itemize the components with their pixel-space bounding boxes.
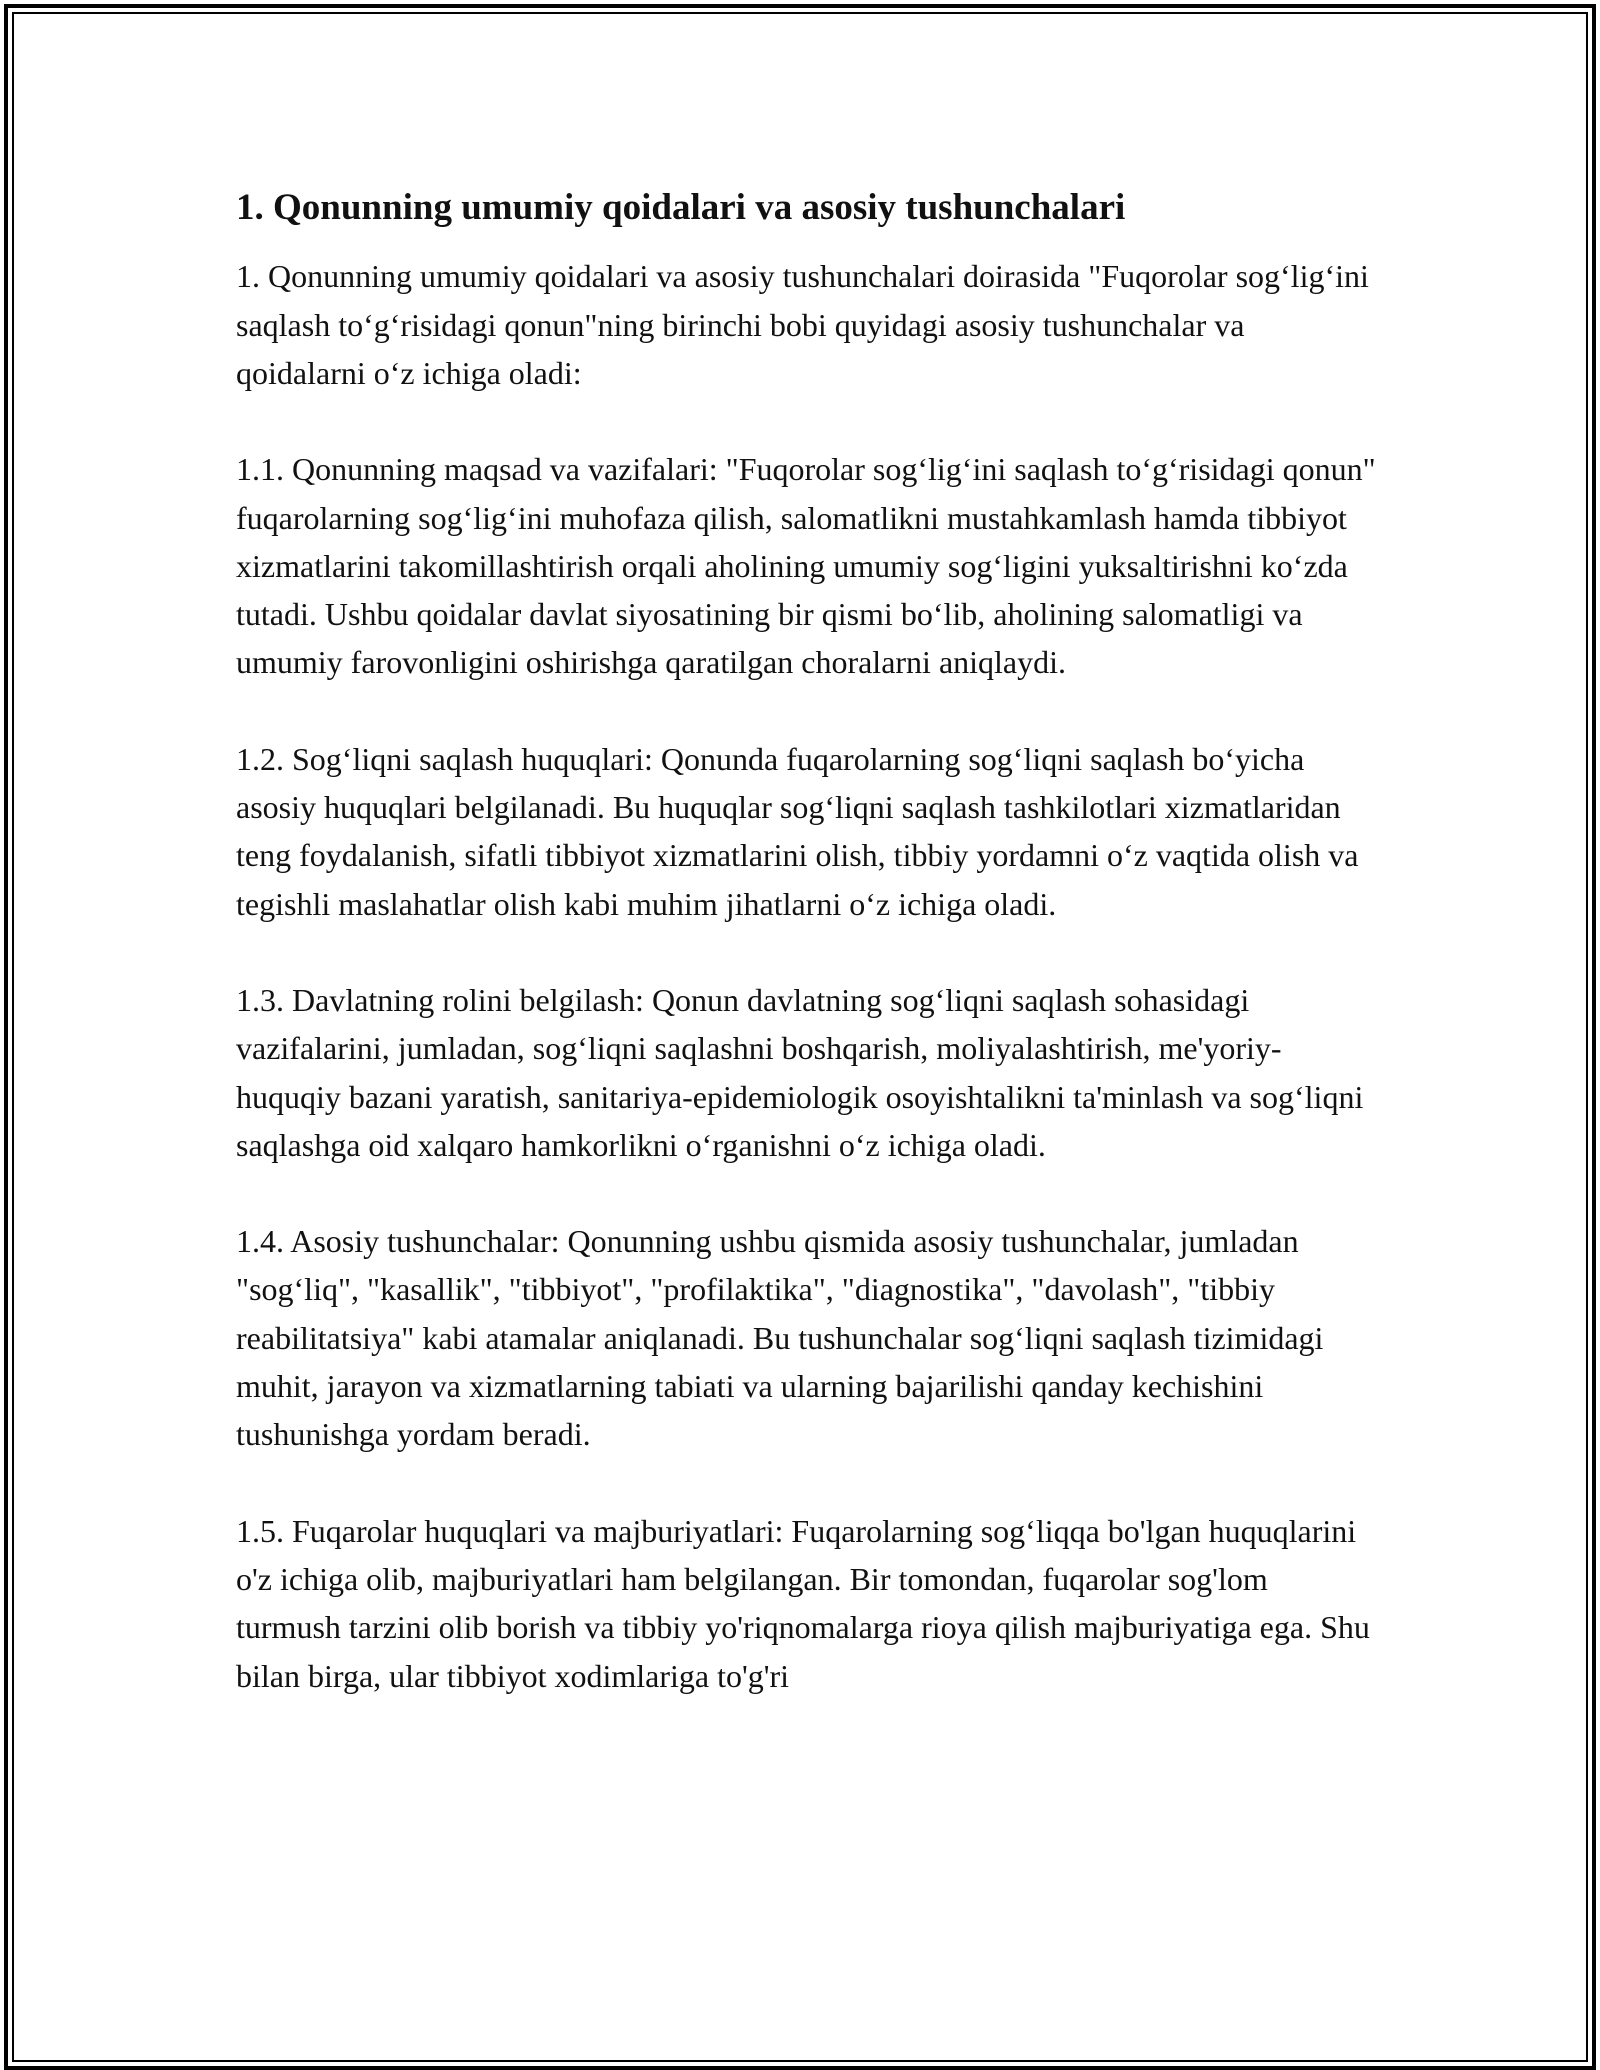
paragraph-1-1: 1.1. Qonunning maqsad va vazifalari: "Fuqorolar sog‘lig‘ini saqlash to‘g‘risidagi qonun" fuqarolarning sog‘lig‘ini muhofaza qilish, salomatlikni mustahkamlash hamda tibbiyot xizmatlarini takomillashtirish orqali aholining umumiy sog‘ligini yuksaltirishni ko‘zda tutadi. Ushbu qoidalar davlat siyosatining bir qismi bo‘lib, aholining salomatligi va umumiy farovonligini oshirishga qaratilgan choralarni aniqlaydi. bbox=[236, 451, 1376, 681]
document-body bbox=[236, 186, 1376, 1700]
paragraph-1-2: 1.2. Sog‘liqni saqlash huquqlari: Qonunda fuqarolarning sog‘liqni saqlash bo‘yicha asosiy huquqlari belgilanadi. Bu huquqlar sog‘liqni saqlash tashkilotlari xizmatlaridan teng foydalanish, sifatli tibbiyot xizmatlarini olish, tibbiy yordamni o‘z vaqtida olish va tegishli maslahatlar olish kabi muhim jihatlarni o‘z ichiga oladi. bbox=[236, 740, 1359, 922]
paragraph-1-4: 1.4. Asosiy tushunchalar: Qonunning ushbu qismida asosiy tushunchalar, jumladan "sog‘liq", "kasallik", "tibbiyot", "profilaktika", "diagnostika", "davolash", "tibbiy reabilitatsiya" kabi atamalar aniqlanadi. Bu tushunchalar sog‘liqni saqlash tizimidagi muhit, jarayon va xizmatlarning tabiati va ularning bajarilishi qanday kechishini tushunishga yordam beradi. bbox=[236, 1223, 1324, 1453]
paragraph-1-5: 1.5. Fuqarolar huquqlari va majburiyatlari: Fuqarolarning sog‘liqqa bo'lgan huquqlarini o'z ichiga olib, majburiyatlari ham belgilangan. Bir tomondan, fuqarolar sog'lom turmush tarzini olib borish va tibbiy yo'riqnomalarga rioya qilish majburiyatiga ega. Shu bilan birga, ular tibbiyot xodimlariga to'g'ri bbox=[236, 1512, 1370, 1694]
paragraph-1-3: 1.3. Davlatning rolini belgilash: Qonun davlatning sog‘liqni saqlash sohasidagi vazifalarini, jumladan, sog‘liqni saqlashni boshqarish, moliyalashtirish, me'yoriy-huquqiy bazani yaratish, sanitariya-epidemiologik osoyishtalikni ta'minlash va sog‘liqni saqlashga oid xalqaro hamkorlikni o‘rganishni o‘z ichiga oladi. bbox=[236, 981, 1364, 1163]
document-title: 1. Qonunning umumiy qoidalari va asosiy tushunchalari bbox=[236, 187, 1126, 228]
paragraph-intro: 1. Qonunning umumiy qoidalari va asosiy tushunchalari doirasida "Fuqorolar sog‘lig‘ini saqlash to‘g‘risidagi qonun"ning birinchi bobi quyidagi asosiy tushunchalar va qoidalarni o‘z ichiga oladi: bbox=[236, 258, 1369, 391]
